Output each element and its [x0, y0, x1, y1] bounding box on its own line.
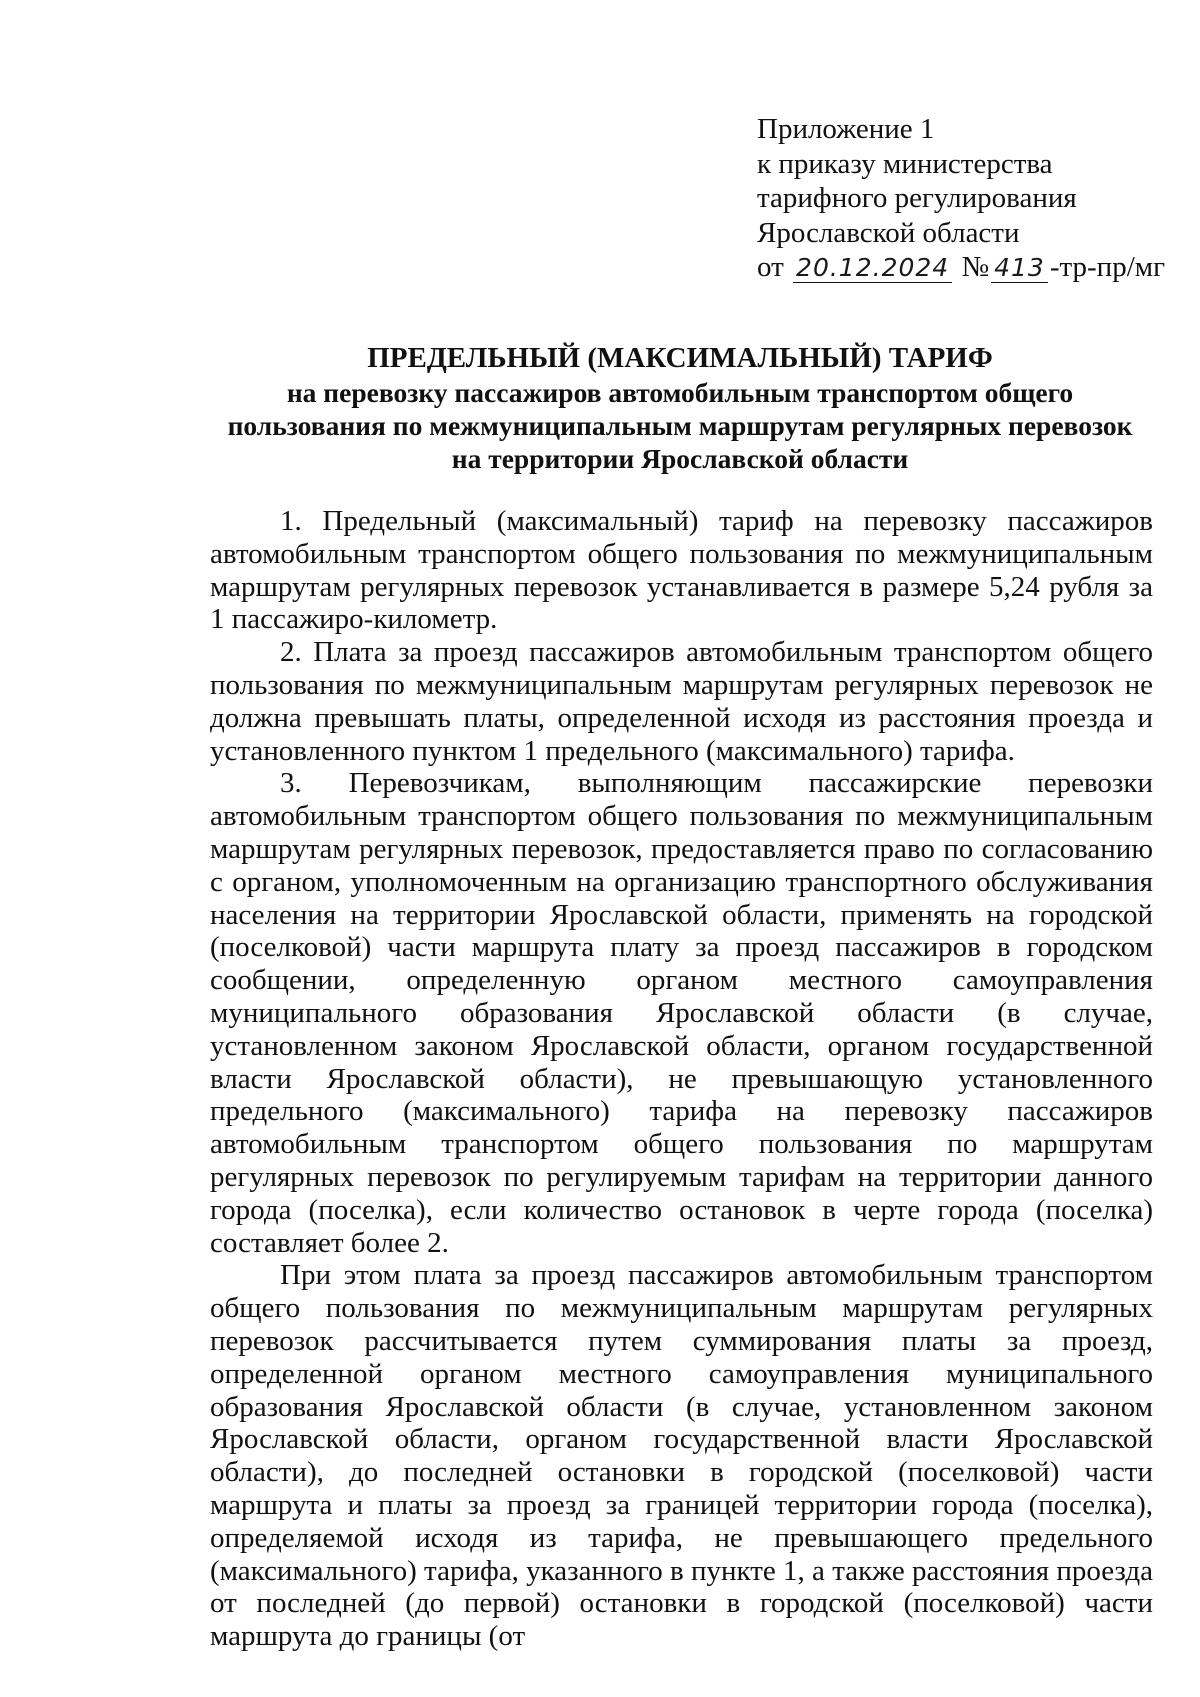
date-prefix: от: [757, 251, 784, 283]
title-main: ПРЕДЕЛЬНЫЙ (МАКСИМАЛЬНЫЙ) ТАРИФ: [367, 342, 993, 374]
title-sub-line-2: пользования по межмуниципальным маршрутам регулярных перевозок: [227, 410, 1133, 441]
title-sub-line-3: на территории Ярославской области: [451, 443, 909, 474]
appendix-header: [757, 112, 1177, 285]
appendix-line-3: тарифного регулирования: [757, 182, 1077, 214]
paragraph-2: 2. Плата за проезд пассажиров автомобильным транспортом общего пользования по межмуниципальным маршрутам регулярных перевозок не должна превышать платы, определенной исходя из расстояния проезда и установленного пунктом 1 предельного (максимального) тарифа.: [210, 636, 1153, 767]
paragraph-4: При этом плата за проезд пассажиров автомобильным транспортом общего пользования по межмуниципальным маршрутам регулярных перевозок рассчитывается путем суммирования платы за проезд, определенной органом местного самоуправления муниципального образования Ярославской области (в случае, установленном законом Ярославской области, органом государственной власти Ярославской области), до последней остановки в городской (поселковой) части маршрута и платы за проезд за границей территории города (поселка), определяемой исходя из тарифа, не превышающего предельного (максимального) тарифа, указанного в пункте 1, а также расстояния проезда от последней (до первой) остановки в городской (поселковой) части маршрута до границы (от: [210, 1259, 1153, 1653]
number-suffix: -тр-пр/мг: [1049, 251, 1165, 283]
appendix-line-1: Приложение 1: [757, 113, 935, 145]
number-prefix: №: [961, 251, 990, 283]
appendix-line-4: Ярославской области: [757, 216, 1020, 249]
appendix-date-number-line: [757, 250, 1177, 285]
handwritten-date: 20.12.2024: [793, 254, 952, 283]
paragraph-1: 1. Предельный (максимальный) тариф на перевозку пассажиров автомобильным транспортом общего пользования по межмуниципальным маршрутам регулярных перевозок устанавливается в размере 5,24 рубля за 1 пассажиро-километр.: [210, 505, 1153, 636]
document-body: [210, 505, 1153, 1653]
appendix-line-2: к приказу министерства: [757, 147, 1053, 180]
handwritten-number: 413: [991, 254, 1048, 283]
document-title: [195, 340, 1165, 475]
paragraph-3: 3. Перевозчикам, выполняющим пассажирские перевозки автомобильным транспортом общего пользования по межмуниципальным маршрутам регулярных перевозок, предоставляется право по согласованию с органом, уполномоченным на организацию транспортного обслуживания населения на территории Ярославской области, применять на городской (поселковой) части маршрута плату за проезд пассажиров в городском сообщении, определенную органом местного самоуправления муниципального образования Ярославской области (в случае, установленном законом Ярославской области, органом государственной власти Ярославской области), не превышающую установленного предельного (максимального) тарифа на перевозку пассажиров автомобильным транспортом общего пользования по маршрутам регулярных перевозок по регулируемым тарифам на территории данного города (поселка), если количество остановок в черте города (поселка) составляет более 2.: [210, 767, 1153, 1259]
title-sub-line-1: на перевозку пассажиров автомобильным транспортом общего: [286, 377, 1074, 408]
